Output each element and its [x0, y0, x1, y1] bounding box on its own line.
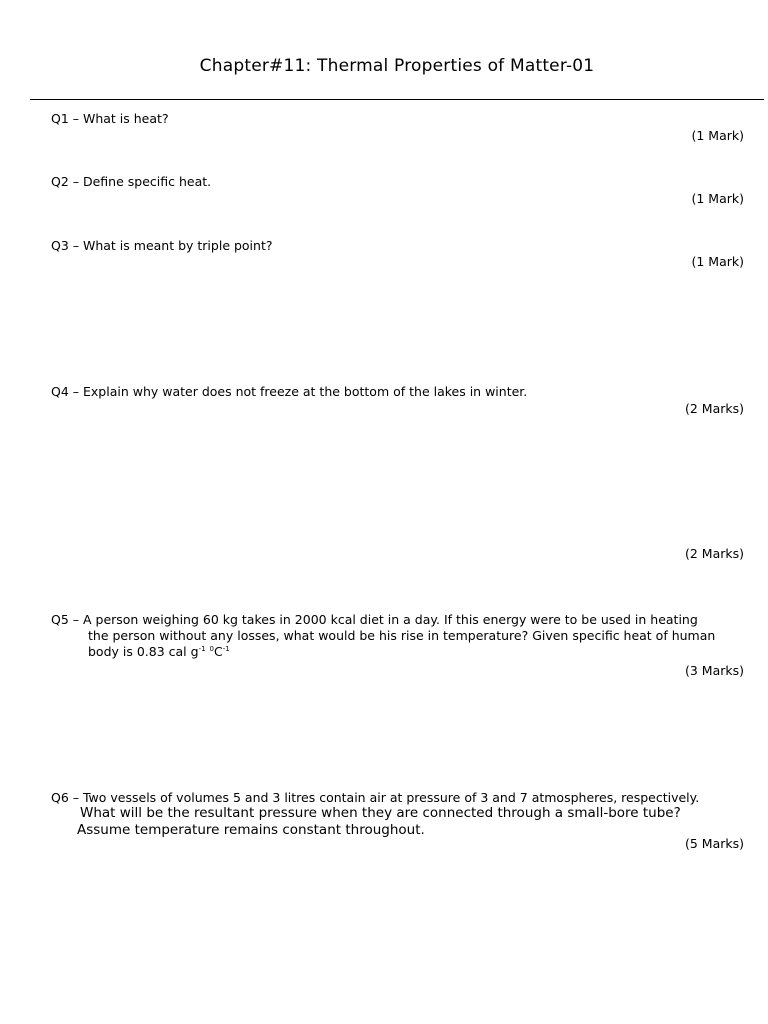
question-2-marks: (1 Mark) [691, 191, 744, 206]
question-5-line-2: the person without any losses, what would be his rise in temperature? Given specific heat of human [88, 628, 716, 643]
title-divider [30, 99, 764, 100]
question-6-line-3: Assume temperature remains constant throughout. [77, 822, 425, 838]
question-5-line-3-prefix: body is 0.83 cal g [88, 644, 199, 659]
superscript-minus-one: -1 [198, 645, 206, 653]
question-1-marks: (1 Mark) [691, 128, 744, 143]
question-3-marks: (1 Mark) [691, 254, 744, 269]
celsius-unit: C [214, 644, 223, 659]
question-5-marks: (3 Marks) [684, 663, 744, 678]
question-4-marks: (2 Marks) [684, 401, 744, 416]
question-6-marks: (5 Marks) [684, 836, 744, 851]
extra-marks: (2 Marks) [684, 546, 744, 561]
page-title: Chapter#11: Thermal Properties of Matter-01 [199, 56, 595, 76]
question-5-text: Q5 – A person weighing 60 kg takes in 2000 kcal diet in a day. If this energy were to be used in heating [51, 612, 698, 627]
question-1-text: Q1 – What is heat? [51, 111, 169, 126]
question-4-text: Q4 – Explain why water does not freeze at the bottom of the lakes in winter. [51, 384, 528, 399]
superscript-minus-one: -1 [222, 645, 230, 653]
question-3-text: Q3 – What is meant by triple point? [51, 238, 273, 253]
question-6-line-2: What will be the resultant pressure when they are connected through a small-bore tube? [80, 805, 681, 821]
question-6-text: Q6 – Two vessels of volumes 5 and 3 litres contain air at pressure of 3 and 7 atmospheres, respectively. [51, 790, 700, 805]
degree-superscript: 0 [209, 645, 215, 653]
question-2-text: Q2 – Define specific heat. [51, 174, 212, 189]
question-5-line-3 [88, 644, 230, 660]
